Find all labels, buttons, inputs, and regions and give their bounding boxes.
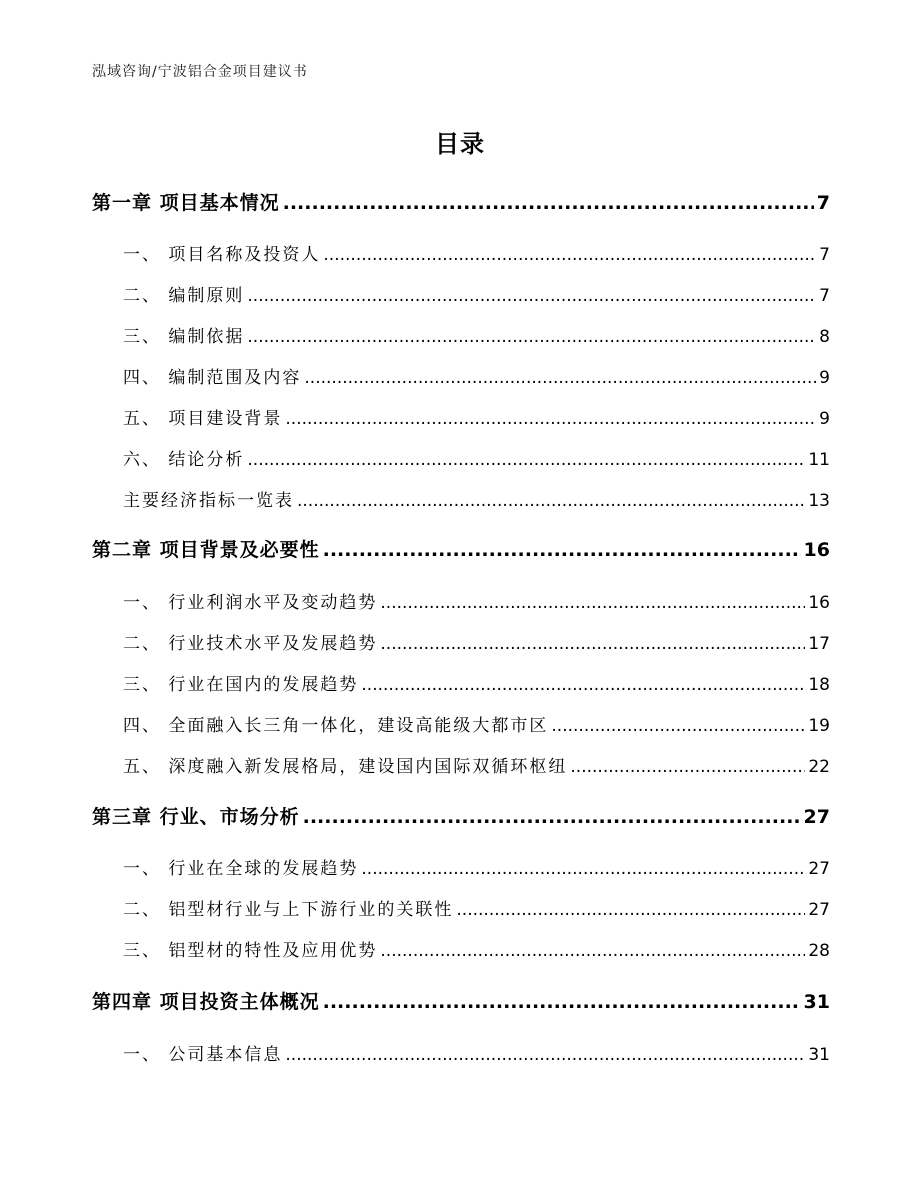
toc-entry-page: 17 [808,634,830,654]
dot-leader [323,245,816,265]
toc-entry-page: 7 [819,245,830,265]
dot-leader [297,491,805,511]
dot-leader [323,539,801,561]
toc-entry-label: 第三章 行业、市场分析 [92,806,300,828]
dot-leader [323,991,801,1013]
dot-leader [361,859,805,879]
toc-entry-page: 31 [808,1045,830,1065]
toc-entry-label: 三、 铝型材的特性及应用优势 [123,941,378,961]
toc-entry-label: 一、 公司基本信息 [123,1045,283,1065]
toc-entry-page: 7 [816,192,830,214]
toc-entry-label: 二、 编制原则 [123,286,245,306]
toc-entry-page: 9 [819,409,830,429]
dot-leader [380,941,805,961]
toc-entry-section[interactable] [92,322,830,347]
toc-entry-section[interactable] [92,404,830,429]
toc-entry-page: 31 [803,991,830,1013]
dot-leader [380,593,805,613]
toc-entry-page: 11 [808,450,830,470]
dot-leader [380,634,805,654]
toc-entry-page: 16 [808,593,830,613]
dot-leader [304,368,816,388]
toc-entry-section[interactable] [92,445,830,470]
toc-entry-label: 四、 编制范围及内容 [123,368,302,388]
toc-entry-section[interactable] [92,281,830,306]
dot-leader [456,900,805,920]
toc-entry-page: 22 [808,757,830,777]
toc-entry-page: 8 [819,327,830,347]
toc-entry-section[interactable] [92,486,830,511]
toc-entry-section[interactable] [92,854,830,879]
toc-entry-label: 二、 铝型材行业与上下游行业的关联性 [123,900,454,920]
toc-entry-page: 28 [808,941,830,961]
toc-entry-label: 二、 行业技术水平及发展趋势 [123,634,378,654]
dot-leader [361,675,805,695]
toc-entry-page: 27 [808,859,830,879]
toc-entry-label: 三、 编制依据 [123,327,245,347]
toc-entry-page: 13 [808,491,830,511]
toc-entry-page: 18 [808,675,830,695]
toc-entry-section[interactable] [92,1040,830,1065]
toc-entry-label: 六、 结论分析 [123,450,245,470]
running-header: 泓域咨询/宁波铝合金项目建议书 [92,64,308,80]
toc-entry-label: 主要经济指标一览表 [123,491,294,511]
toc-entry-section[interactable] [92,363,830,388]
toc-entry-section[interactable] [92,670,830,695]
dot-leader [247,450,805,470]
toc-entry-section[interactable] [92,895,830,920]
dot-leader [247,286,816,306]
toc-entry-label: 五、 项目建设背景 [123,409,283,429]
toc-entry-page: 7 [819,286,830,306]
toc-entry-page: 27 [808,900,830,920]
toc-entry-label: 三、 行业在国内的发展趋势 [123,675,359,695]
toc-entry-section[interactable] [92,752,830,777]
toc-entry-page: 16 [803,539,830,561]
dot-leader [285,1045,805,1065]
toc-entry-label: 第四章 项目投资主体概况 [92,991,320,1013]
toc-entry-label: 第一章 项目基本情况 [92,192,280,214]
toc-entry-label: 一、 项目名称及投资人 [123,245,321,265]
toc-entry-section[interactable] [92,936,830,961]
toc-entry-label: 第二章 项目背景及必要性 [92,539,320,561]
toc-entry-chapter[interactable] [92,535,830,562]
toc-entry-section[interactable] [92,711,830,736]
dot-leader [303,806,801,828]
dot-leader [285,409,816,429]
dot-leader [570,757,805,777]
dot-leader [551,716,805,736]
toc-entry-page: 19 [808,716,830,736]
toc-entry-section[interactable] [92,629,830,654]
toc-entry-chapter[interactable] [92,188,830,215]
toc-title: 目录 [435,130,485,158]
toc-entry-label: 一、 行业在全球的发展趋势 [123,859,359,879]
toc-entry-section[interactable] [92,240,830,265]
dot-leader [283,192,814,214]
toc-entry-label: 五、 深度融入新发展格局，建设国内国际双循环枢纽 [123,757,568,777]
toc-entry-label: 四、 全面融入长三角一体化，建设高能级大都市区 [123,716,549,736]
toc-entry-page: 9 [819,368,830,388]
toc-entry-page: 27 [803,806,830,828]
toc-entry-label: 一、 行业利润水平及变动趋势 [123,593,378,613]
dot-leader [247,327,816,347]
toc-entry-chapter[interactable] [92,802,830,829]
toc-entry-chapter[interactable] [92,987,830,1014]
toc-entry-section[interactable] [92,588,830,613]
